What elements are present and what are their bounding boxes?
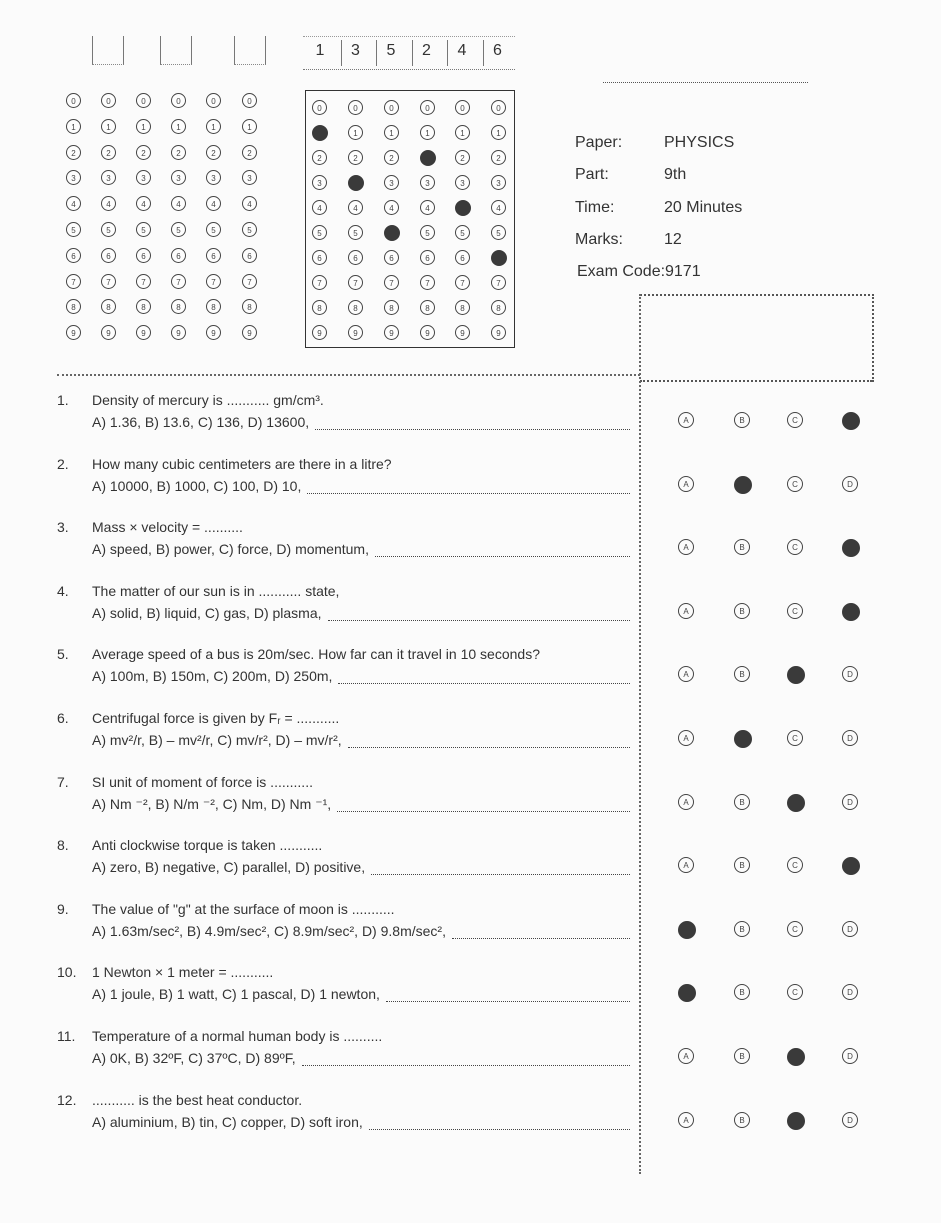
roll-bubble[interactable]: 1 bbox=[242, 119, 257, 134]
roll-bubble[interactable]: 3 bbox=[206, 170, 221, 185]
question-text: Mass × velocity = .......... bbox=[92, 519, 243, 536]
roll-bubble[interactable]: 2 bbox=[206, 145, 221, 160]
roll-bubble[interactable]: 9 bbox=[101, 325, 116, 340]
answer-bubble-filled[interactable] bbox=[842, 857, 860, 875]
roll-bubble[interactable]: 5 bbox=[136, 222, 151, 237]
answer-bubble-b[interactable]: B bbox=[734, 1048, 750, 1064]
answer-bubble-filled[interactable] bbox=[842, 603, 860, 621]
answer-bubble-d[interactable]: D bbox=[842, 984, 858, 1000]
question-text: 1 Newton × 1 meter = ........... bbox=[92, 964, 274, 981]
answer-bubble-c[interactable]: C bbox=[787, 539, 803, 555]
example-bubble: 8 bbox=[420, 300, 435, 315]
question-text: Centrifugal force is given by Fᵣ = ........... bbox=[92, 710, 340, 726]
info-label-2: Time: bbox=[575, 199, 615, 216]
roll-bubble[interactable]: 8 bbox=[171, 299, 186, 314]
example-bubble: 1 bbox=[455, 125, 470, 140]
answer-bubble-d[interactable]: D bbox=[842, 730, 858, 746]
example-bubble-filled bbox=[491, 250, 507, 266]
roll-bubble[interactable]: 7 bbox=[242, 274, 257, 289]
answer-bubble-a[interactable]: A bbox=[678, 1048, 694, 1064]
question-text: ........... is the best heat conductor. bbox=[92, 1091, 303, 1108]
example-bubble: 2 bbox=[491, 150, 506, 165]
example-bubble: 8 bbox=[348, 300, 363, 315]
roll-bubble[interactable]: 4 bbox=[66, 196, 81, 211]
answer-leader-line bbox=[338, 683, 630, 684]
roll-digit-box[interactable] bbox=[234, 36, 266, 65]
roll-bubble[interactable]: 6 bbox=[136, 248, 151, 263]
question-number: 7. bbox=[57, 773, 69, 790]
example-digit-divider bbox=[447, 40, 448, 66]
question-options: A) 1.63m/sec², B) 4.9m/sec², C) 8.9m/sec², D) 9.8m/sec², bbox=[92, 922, 446, 939]
question-options: A) 100m, B) 150m, C) 200m, D) 250m, bbox=[92, 668, 333, 685]
example-bubble: 3 bbox=[312, 175, 327, 190]
example-bubble-filled bbox=[455, 200, 471, 216]
roll-bubble[interactable]: 5 bbox=[206, 222, 221, 237]
example-bubble: 5 bbox=[312, 225, 327, 240]
question-number: 11. bbox=[57, 1028, 76, 1044]
answer-bubble-c[interactable]: C bbox=[787, 412, 803, 428]
answer-bubble-a[interactable]: A bbox=[678, 476, 694, 492]
example-bubble: 2 bbox=[455, 150, 470, 165]
answer-bubble-filled[interactable] bbox=[787, 1048, 805, 1066]
roll-bubble[interactable]: 6 bbox=[206, 248, 221, 263]
roll-bubble[interactable]: 5 bbox=[242, 222, 257, 237]
note-box-bottom bbox=[640, 380, 872, 382]
answer-leader-line bbox=[337, 811, 630, 812]
answer-bubble-a[interactable]: A bbox=[678, 666, 694, 682]
question-text: Temperature of a normal human body is .......... bbox=[92, 1028, 383, 1044]
question-options: A) Nm ⁻², B) N/m ⁻², C) Nm, D) Nm ⁻¹, bbox=[92, 795, 332, 812]
info-value-2: 20 Minutes bbox=[664, 199, 743, 216]
question-number: 1. bbox=[57, 392, 69, 408]
answer-bubble-filled[interactable] bbox=[678, 984, 696, 1002]
roll-bubble[interactable]: 8 bbox=[242, 299, 257, 314]
question-number: 12. bbox=[57, 1091, 77, 1108]
exam-code-label: Exam Code: bbox=[577, 263, 666, 280]
answer-bubble-a[interactable]: A bbox=[678, 539, 694, 555]
example-digit: 3 bbox=[351, 42, 360, 59]
example-bubble: 7 bbox=[312, 275, 327, 290]
roll-bubble[interactable]: 7 bbox=[136, 274, 151, 289]
roll-bubble[interactable]: 9 bbox=[66, 325, 81, 340]
roll-bubble[interactable]: 1 bbox=[101, 119, 116, 134]
example-bubble: 4 bbox=[348, 200, 363, 215]
roll-bubble[interactable]: 3 bbox=[171, 170, 186, 185]
example-bubble: 3 bbox=[384, 175, 399, 190]
question-text: Density of mercury is ........... gm/cm³. bbox=[92, 392, 324, 408]
roll-bubble[interactable]: 2 bbox=[136, 145, 151, 160]
example-bubble: 2 bbox=[384, 150, 399, 165]
roll-bubble[interactable]: 4 bbox=[242, 196, 257, 211]
question-number: 10. bbox=[57, 964, 77, 981]
signature-line bbox=[603, 82, 808, 83]
roll-bubble[interactable]: 2 bbox=[242, 145, 257, 160]
answer-bubble-a[interactable]: A bbox=[678, 603, 694, 619]
roll-bubble[interactable]: 4 bbox=[136, 196, 151, 211]
answer-leader-line bbox=[348, 747, 630, 748]
example-bubble-filled bbox=[348, 175, 364, 191]
question-options: A) 1.36, B) 13.6, C) 136, D) 13600, bbox=[92, 414, 310, 430]
exam-code-value: 9171 bbox=[665, 263, 701, 280]
example-bubble: 4 bbox=[420, 200, 435, 215]
question-number: 2. bbox=[57, 455, 69, 472]
question-text: How many cubic centimeters are there in a litre? bbox=[92, 455, 392, 472]
example-digit: 2 bbox=[422, 42, 431, 59]
example-bubble-frame bbox=[305, 90, 515, 348]
example-bubble: 9 bbox=[312, 325, 327, 340]
roll-bubble[interactable]: 0 bbox=[206, 93, 221, 108]
answer-bubble-c[interactable]: C bbox=[787, 921, 803, 937]
example-bubble-filled bbox=[420, 150, 436, 166]
roll-digit-box[interactable] bbox=[160, 36, 192, 65]
question-options: A) zero, B) negative, C) parallel, D) positive, bbox=[92, 859, 366, 876]
roll-bubble[interactable]: 3 bbox=[101, 170, 116, 185]
roll-bubble[interactable]: 9 bbox=[206, 325, 221, 340]
example-bubble: 9 bbox=[455, 325, 470, 340]
info-value-0: PHYSICS bbox=[664, 134, 735, 151]
roll-bubble[interactable]: 8 bbox=[206, 299, 221, 314]
example-bubble: 0 bbox=[491, 100, 506, 115]
questions-top-divider bbox=[57, 374, 640, 376]
example-digit-divider bbox=[376, 40, 377, 66]
roll-bubble[interactable]: 1 bbox=[136, 119, 151, 134]
info-value-1: 9th bbox=[664, 166, 687, 183]
answer-bubble-c[interactable]: C bbox=[787, 984, 803, 1000]
example-bubble: 3 bbox=[491, 175, 506, 190]
roll-bubble[interactable]: 2 bbox=[101, 145, 116, 160]
example-bubble: 0 bbox=[312, 100, 327, 115]
example-bubble: 0 bbox=[420, 100, 435, 115]
roll-bubble[interactable]: 0 bbox=[101, 93, 116, 108]
example-bubble: 1 bbox=[384, 125, 399, 140]
roll-bubble[interactable]: 0 bbox=[171, 93, 186, 108]
example-bubble: 0 bbox=[384, 100, 399, 115]
answer-bubble-a[interactable]: A bbox=[678, 1112, 694, 1128]
answer-bubble-a[interactable]: A bbox=[678, 730, 694, 746]
question-number: 8. bbox=[57, 837, 69, 854]
answer-bubble-b[interactable]: B bbox=[734, 603, 750, 619]
question-number: 5. bbox=[57, 646, 69, 663]
example-digit: 1 bbox=[315, 42, 325, 59]
example-bubble: 3 bbox=[455, 175, 470, 190]
roll-bubble[interactable]: 9 bbox=[171, 325, 186, 340]
answer-leader-line bbox=[307, 493, 630, 494]
example-bubble: 4 bbox=[384, 200, 399, 215]
example-bubble: 8 bbox=[312, 300, 327, 315]
roll-bubble[interactable]: 6 bbox=[171, 248, 186, 263]
roll-bubble[interactable]: 4 bbox=[171, 196, 186, 211]
answer-leader-line bbox=[369, 1129, 630, 1130]
question-text: The matter of our sun is in ........... state, bbox=[92, 582, 340, 599]
question-number: 3. bbox=[57, 519, 69, 536]
roll-bubble[interactable]: 1 bbox=[171, 119, 186, 134]
roll-bubble[interactable]: 5 bbox=[66, 222, 81, 237]
question-options: A) 0K, B) 32ºF, C) 37ºC, D) 89ºF, bbox=[92, 1050, 296, 1066]
roll-bubble[interactable]: 4 bbox=[206, 196, 221, 211]
example-bubble: 9 bbox=[348, 325, 363, 340]
roll-bubble[interactable]: 7 bbox=[171, 274, 186, 289]
example-digit-divider bbox=[341, 40, 342, 66]
roll-bubble[interactable]: 4 bbox=[101, 196, 116, 211]
roll-digit-box[interactable] bbox=[92, 36, 124, 65]
answer-bubble-d[interactable]: D bbox=[842, 794, 858, 810]
answer-bubble-b[interactable]: B bbox=[734, 1112, 750, 1128]
answer-bubble-c[interactable]: C bbox=[787, 857, 803, 873]
answer-leader-line bbox=[302, 1065, 630, 1066]
roll-bubble[interactable]: 3 bbox=[136, 170, 151, 185]
roll-bubble[interactable]: 7 bbox=[66, 274, 81, 289]
example-bubble: 6 bbox=[420, 250, 435, 265]
answer-bubble-d[interactable]: D bbox=[842, 1048, 858, 1064]
roll-bubble[interactable]: 5 bbox=[101, 222, 116, 237]
note-box bbox=[640, 294, 874, 382]
answer-bubble-d[interactable]: D bbox=[842, 476, 858, 492]
answer-bubble-filled[interactable] bbox=[842, 539, 860, 557]
example-bubble: 7 bbox=[348, 275, 363, 290]
example-bubble: 5 bbox=[348, 225, 363, 240]
example-bubble: 7 bbox=[455, 275, 470, 290]
question-number: 4. bbox=[57, 582, 69, 599]
question-options: A) mv²/r, B) – mv²/r, C) mv/r², D) – mv/r², bbox=[92, 732, 342, 748]
example-bubble: 8 bbox=[491, 300, 506, 315]
question-text: Anti clockwise torque is taken ........... bbox=[92, 837, 323, 854]
question-options: A) aluminium, B) tin, C) copper, D) soft iron, bbox=[92, 1113, 363, 1130]
roll-bubble[interactable]: 6 bbox=[66, 248, 81, 263]
roll-bubble[interactable]: 7 bbox=[206, 274, 221, 289]
info-label-3: Marks: bbox=[575, 231, 623, 248]
answer-bubble-c[interactable]: C bbox=[787, 730, 803, 746]
example-bubble: 0 bbox=[455, 100, 470, 115]
example-bubble: 9 bbox=[491, 325, 506, 340]
answer-bubble-d[interactable]: D bbox=[842, 1112, 858, 1128]
roll-bubble[interactable]: 9 bbox=[136, 325, 151, 340]
answer-leader-line bbox=[371, 874, 630, 875]
answer-bubble-a[interactable]: A bbox=[678, 857, 694, 873]
answer-bubble-b[interactable]: B bbox=[734, 539, 750, 555]
roll-bubble[interactable]: 6 bbox=[101, 248, 116, 263]
answer-bubble-filled[interactable] bbox=[787, 794, 805, 812]
answer-bubble-b[interactable]: B bbox=[734, 921, 750, 937]
example-digit: 5 bbox=[386, 42, 396, 59]
roll-bubble[interactable]: 5 bbox=[171, 222, 186, 237]
roll-bubble[interactable]: 7 bbox=[101, 274, 116, 289]
example-bubble: 7 bbox=[491, 275, 506, 290]
answer-bubble-filled[interactable] bbox=[734, 476, 752, 494]
roll-bubble[interactable]: 0 bbox=[66, 93, 81, 108]
answer-bubble-b[interactable]: B bbox=[734, 412, 750, 428]
info-value-3: 12 bbox=[664, 231, 682, 248]
info-label-1: Part: bbox=[575, 166, 609, 183]
roll-bubble[interactable]: 1 bbox=[66, 119, 81, 134]
example-bubble-filled bbox=[312, 125, 328, 141]
question-number: 9. bbox=[57, 900, 69, 917]
roll-bubble[interactable]: 8 bbox=[101, 299, 116, 314]
answer-leader-line bbox=[375, 556, 630, 557]
question-options: A) solid, B) liquid, C) gas, D) plasma, bbox=[92, 604, 322, 621]
answer-bubble-filled[interactable] bbox=[842, 412, 860, 430]
answer-bubble-b[interactable]: B bbox=[734, 666, 750, 682]
answer-bubble-b[interactable]: B bbox=[734, 984, 750, 1000]
roll-bubble[interactable]: 3 bbox=[66, 170, 81, 185]
answer-bubble-a[interactable]: A bbox=[678, 412, 694, 428]
roll-bubble[interactable]: 8 bbox=[66, 299, 81, 314]
example-digit-divider bbox=[483, 40, 484, 66]
example-bubble: 6 bbox=[312, 250, 327, 265]
answer-bubble-a[interactable]: A bbox=[678, 794, 694, 810]
example-bubble: 5 bbox=[455, 225, 470, 240]
answer-bubble-filled[interactable] bbox=[734, 730, 752, 748]
answer-bubble-b[interactable]: B bbox=[734, 794, 750, 810]
info-label-0: Paper: bbox=[575, 134, 623, 151]
example-bubble: 1 bbox=[348, 125, 363, 140]
answer-bubble-c[interactable]: C bbox=[787, 603, 803, 619]
example-bubble: 7 bbox=[384, 275, 399, 290]
example-bubble-filled bbox=[384, 225, 400, 241]
question-options: A) 10000, B) 1000, C) 100, D) 10, bbox=[92, 477, 302, 494]
roll-bubble[interactable]: 2 bbox=[171, 145, 186, 160]
answer-leader-line bbox=[315, 429, 630, 430]
roll-bubble[interactable]: 9 bbox=[242, 325, 257, 340]
answer-column-divider bbox=[639, 294, 641, 1174]
example-bubble: 6 bbox=[455, 250, 470, 265]
question-text: Average speed of a bus is 20m/sec. How far can it travel in 10 seconds? bbox=[92, 646, 540, 663]
example-bubble: 5 bbox=[491, 225, 506, 240]
example-bubble: 1 bbox=[491, 125, 506, 140]
example-bubble: 2 bbox=[348, 150, 363, 165]
answer-bubble-d[interactable]: D bbox=[842, 666, 858, 682]
example-digit-divider bbox=[412, 40, 413, 66]
roll-bubble[interactable]: 8 bbox=[136, 299, 151, 314]
example-bubble: 0 bbox=[348, 100, 363, 115]
answer-leader-line bbox=[386, 1001, 630, 1002]
answer-bubble-b[interactable]: B bbox=[734, 857, 750, 873]
example-bubble: 4 bbox=[491, 200, 506, 215]
example-bubble: 1 bbox=[420, 125, 435, 140]
example-bubble: 8 bbox=[384, 300, 399, 315]
example-bubble: 9 bbox=[384, 325, 399, 340]
example-bubble: 8 bbox=[455, 300, 470, 315]
example-bubble: 7 bbox=[420, 275, 435, 290]
answer-leader-line bbox=[328, 620, 630, 621]
example-bubble: 3 bbox=[420, 175, 435, 190]
answer-bubble-filled[interactable] bbox=[787, 666, 805, 684]
question-text: SI unit of moment of force is ........... bbox=[92, 773, 313, 790]
roll-bubble[interactable]: 0 bbox=[136, 93, 151, 108]
question-text: The value of "g" at the surface of moon is ........... bbox=[92, 900, 395, 917]
example-bubble: 5 bbox=[420, 225, 435, 240]
roll-bubble[interactable]: 3 bbox=[242, 170, 257, 185]
answer-bubble-filled[interactable] bbox=[787, 1112, 805, 1130]
roll-bubble[interactable]: 0 bbox=[242, 93, 257, 108]
roll-bubble[interactable]: 1 bbox=[206, 119, 221, 134]
example-bubble: 2 bbox=[312, 150, 327, 165]
example-bubble: 6 bbox=[348, 250, 363, 265]
example-bubble: 6 bbox=[384, 250, 399, 265]
example-digit: 6 bbox=[493, 42, 502, 59]
answer-bubble-d[interactable]: D bbox=[842, 921, 858, 937]
answer-bubble-filled[interactable] bbox=[678, 921, 696, 939]
question-number: 6. bbox=[57, 710, 69, 726]
question-options: A) 1 joule, B) 1 watt, C) 1 pascal, D) 1 newton, bbox=[92, 986, 380, 1003]
answer-leader-line bbox=[452, 938, 630, 939]
roll-bubble[interactable]: 2 bbox=[66, 145, 81, 160]
example-bubble: 4 bbox=[312, 200, 327, 215]
question-options: A) speed, B) power, C) force, D) momentum, bbox=[92, 541, 369, 558]
roll-bubble[interactable]: 6 bbox=[242, 248, 257, 263]
answer-bubble-c[interactable]: C bbox=[787, 476, 803, 492]
example-bubble: 9 bbox=[420, 325, 435, 340]
example-digit: 4 bbox=[457, 42, 467, 59]
